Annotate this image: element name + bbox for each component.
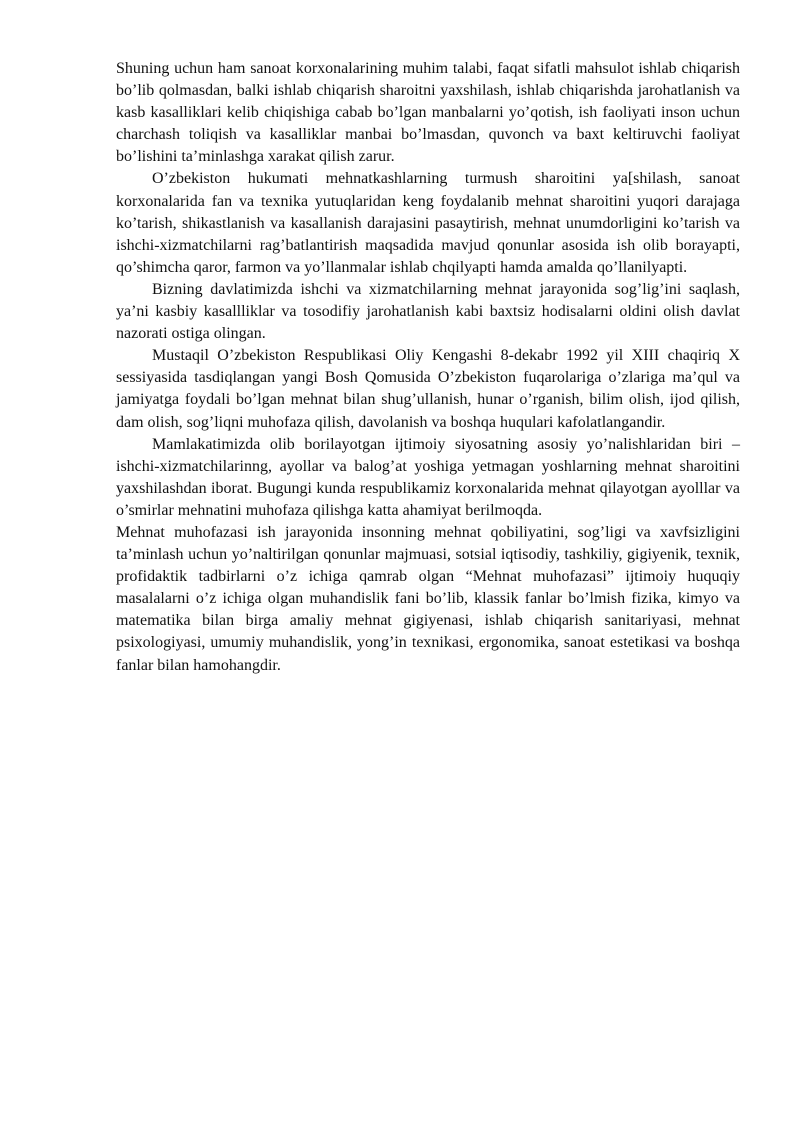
- paragraph-4: Mustaqil O’zbekiston Respublikasi Oliy Kengashi 8-dekabr 1992 yil XIII chaqiriq X sessiyasida tasdiqlangan yangi Bosh Qomusida O’zbekiston fuqarolariga o’zlariga ma’qul va jamiyatga foydali bo’lgan mehnat bilan shug’ullanish, hunar o’rganish, bilim olish, ijod qilish, dam olish, sog’liqni muhofaza qilish, davolanish va boshqa huqulari kafolatlangandir.: [116, 347, 740, 431]
- paragraph-1: Shuning uchun ham sanoat korxonalarining muhim talabi, faqat sifatli mahsulot ishlab chiqarish bo’lib qolmasdan, balki ishlab chiqarish sharoitni yaxshilash, ishlab chiqarishda jarohatlanish va kasb kasalliklari kelib chiqishiga cabab bo’lgan manbalarni yo’qotish, ish faoliyati inson uchun charchash toliqish va kasalliklar manbai bo’lmasdan, quvonch va baxt keltiruvchi faoliyat bo’lishini ta’minlashga xarakat qilish zarur.: [116, 60, 740, 166]
- paragraph-2: O’zbekiston hukumati mehnatkashlarning turmush sharoitini ya[shilash, sanoat korxonalarida fan va texnika yutuqlaridan keng foydalanib mehnat sharoitini yuqori darajaga ko’tarish, shikastlanish va kasallanish darajasini pasaytirish, mehnat unumdorligini ko’tarish va ishchi-xizmatchilarni rag’batlantirish maqsadida mavjud qonunlar asosida ish olib borayapti, qo’shimcha qaror, farmon va yo’llanmalar ishlab chqilyapti hamda amalda qo’llanilyapti.: [116, 170, 740, 276]
- document-page: [116, 58, 740, 677]
- paragraph-3: Bizning davlatimizda ishchi va xizmatchilarning mehnat jarayonida sog’lig’ini saqlash, ya’ni kasbiy kasallliklar va tosodifiy jarohatlanish kabi baxtsiz hodisalarni oldini olish davlat nazorati ostiga olingan.: [116, 280, 740, 343]
- paragraph-6: Mehnat muhofazasi ish jarayonida insonning mehnat qobiliyatini, sog’ligi va xavfsizligini ta’minlash uchun yo’naltirilgan qonunlar majmuasi, sotsial iqtisodiy, tashkiliy, gigiyenik, texnik, profidaktik tadbirlarni o’z ichiga qamrab olgan “Mehnat muhofazasi” ijtimoiy huquqiy masalalarni o’z ichiga olgan muhandislik fani bo’lib, klassik fanlar bo’lmish fizika, kimyo va matematika bilan birga amaliy mehnat gigiyenasi, ishlab chiqarish sanitariyasi, mehnat psixologiyasi, umumiy muhandislik, yong’in texnikasi, ergonomika, sanoat estetikasi va boshqa fanlar bilan hamohangdir.: [116, 523, 740, 674]
- paragraph-5: Mamlakatimizda olib borilayotgan ijtimoiy siyosatning asosiy yo’nalishlaridan biri – ishchi-xizmatchilarinng, ayollar va balog’at yoshiga yetmagan yoshlarning mehnat sharoitini yaxshilashdan iborat. Bugungi kunda respublikamiz korxonalarida mehnat qilayotgan ayolllar va o’smirlar mehnatini muhofaza qilishga katta ahamiyat berilmoqda.: [116, 435, 740, 519]
